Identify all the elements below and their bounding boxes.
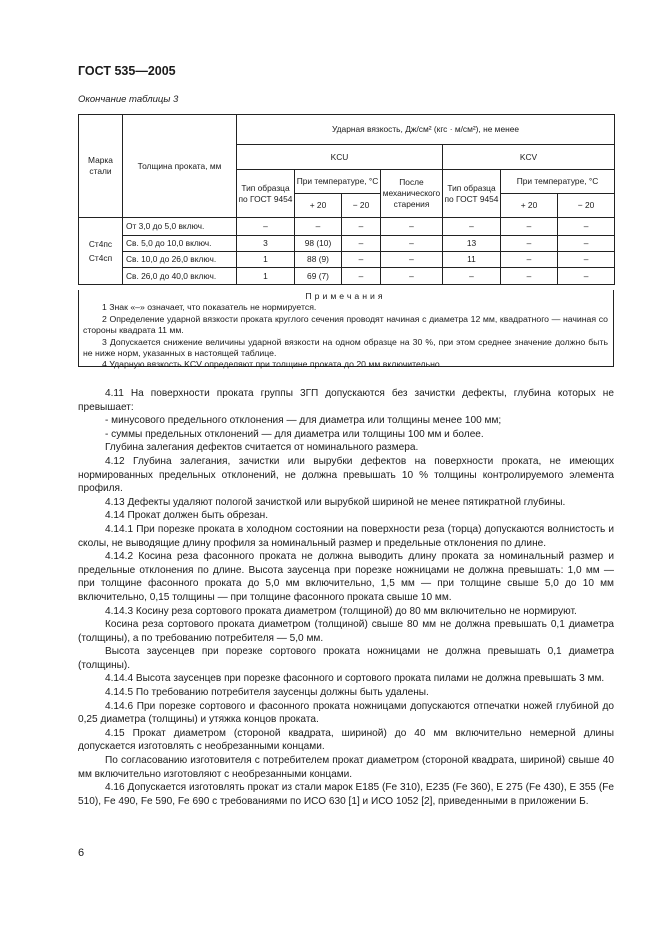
header-thickness: Толщина проката, мм — [123, 115, 237, 218]
grade-cell: Ст4пс Ст4сп — [79, 218, 123, 285]
header-impact: Ударная вязкость, Дж/см² (кгс · м/см²), не менее — [237, 115, 615, 145]
header-kcu: KCU — [237, 145, 443, 170]
kcu-type-cell: – — [237, 218, 295, 236]
table-notes — [78, 290, 614, 370]
kcu-type-cell: 1 — [237, 252, 295, 268]
notes-title: Примечания — [305, 291, 386, 301]
kcu-minus20-cell: – — [342, 268, 381, 285]
header-after-aging: После механического старения — [381, 170, 443, 218]
paragraph: - суммы предельных отклонений — для диаметра или толщины 100 мм и более. — [105, 428, 484, 440]
paragraph: 4.14.3 Косину реза сортового проката диаметром (толщиной) до 80 мм включительно не нормируют. — [105, 605, 577, 617]
kcu-type-cell: 3 — [237, 236, 295, 252]
document-body — [78, 387, 614, 808]
kcu-minus20-cell: – — [342, 252, 381, 268]
kcv-type-cell: 11 — [443, 252, 501, 268]
paragraph: Косина реза сортового проката диаметром (толщиной) свыше 80 мм не должна превышать 0,1 диаметра (толщины), а по требованию потребителя — 5,0 мм. — [78, 619, 614, 644]
aging-cell: – — [381, 236, 443, 252]
header-kcv-plus20: + 20 — [501, 194, 558, 218]
paragraph: По согласованию изготовителя с потребителем прокат диаметром (стороной квадрата, шириной) свыше 40 мм включительно изготовляют с необрезанными концами. — [78, 755, 614, 780]
header-kcv: KCV — [443, 145, 615, 170]
kcv-plus20-cell: – — [501, 252, 558, 268]
thickness-cell: Св. 10,0 до 26,0 включ. — [123, 252, 237, 268]
paragraph: 4.16 Допускается изготовлять прокат из стали марок Е185 (Fe 310), Е235 (Fe 360), Е 275 (Fe 430), Е 355 (Fe 510), Fe 490, Fe 590, Fe 690 с требованиями по ИСО 630 [1] и ИСО 1052 [2], приведенными в приложении Б. — [78, 782, 614, 807]
paragraph: 4.13 Дефекты удаляют пологой зачисткой или вырубкой шириной не менее пятикратной глубины. — [105, 496, 566, 508]
note-item: 4 Ударную вязкость KCV определяют при толщине проката до 20 мм включительно. — [102, 359, 443, 370]
paragraph: Высота заусенцев при порезке сортового проката ножницами не должна превышать 0,1 диаметра (толщины). — [78, 646, 614, 671]
header-grade: Марка стали — [79, 115, 123, 218]
header-kcv-minus20: − 20 — [558, 194, 615, 218]
paragraph: 4.14.1 При порезке проката в холодном состоянии на поверхности реза (торца) допускаются волнистость и сколы, не выводящие длину профиля за номинальный размер и предельные отклонения по длине. — [78, 523, 614, 549]
kcu-minus20-cell: – — [342, 218, 381, 236]
paragraph: 4.12 Глубина залегания, зачистки или вырубки дефектов на поверхности проката, не имеющих нормированных предельных отклонений, не должна превышать 10 % толщины контролируемого элемента профиля. — [78, 455, 614, 495]
header-kcu-plus20: + 20 — [295, 194, 342, 218]
table-row — [79, 252, 615, 268]
paragraph: 4.14.2 Косина реза фасонного проката не должна выводить длину проката за номинальный размер и предельные отклонения по длине. Высота заусенца при порезке ножницами не должна превышать: 1,0 мм — при толщине фасонного проката до 5,0 мм включительно, 1,5 мм — при толщине свыше 5,0 до 10 мм включительно, 0,15 толщины — при толщине фасонного проката свыше 10 мм. — [78, 551, 614, 603]
table-row — [79, 218, 615, 236]
table-caption: Окончание таблицы 3 — [78, 94, 179, 105]
note-item: 1 Знак «–» означает, что показатель не нормируется. — [102, 302, 317, 313]
aging-cell: – — [381, 218, 443, 236]
paragraph: 4.14.6 При порезке сортового и фасонного проката ножницами допускаются отпечатки ножей глубиной до 0,25 диаметра (толщины) и утяжка концов проката. — [78, 700, 614, 726]
paragraph: 4.14 Прокат должен быть обрезан. — [105, 510, 269, 522]
kcu-plus20-cell: 98 (10) — [295, 236, 342, 252]
kcu-plus20-cell: 69 (7) — [295, 268, 342, 285]
paragraph: 4.15 Прокат диаметром (стороной квадрата, шириной) до 40 мм включительно немерной длины допускается изготовлять с необрезанными концами. — [78, 727, 614, 753]
kcu-plus20-cell: – — [295, 218, 342, 236]
thickness-cell: От 3,0 до 5,0 включ. — [123, 218, 237, 236]
aging-cell: – — [381, 252, 443, 268]
header-kcu-sample-type: Тип образца по ГОСТ 9454 — [237, 170, 295, 218]
aging-cell: – — [381, 268, 443, 285]
kcv-minus20-cell: – — [558, 218, 615, 236]
header-kcv-sample-type: Тип образца по ГОСТ 9454 — [443, 170, 501, 218]
kcv-plus20-cell: – — [501, 268, 558, 285]
kcv-type-cell: 13 — [443, 236, 501, 252]
impact-table — [78, 114, 615, 285]
kcv-minus20-cell: – — [558, 236, 615, 252]
table-row — [79, 268, 615, 285]
thickness-cell: Св. 26,0 до 40,0 включ. — [123, 268, 237, 285]
paragraph: Глубина залегания дефектов считается от номинального размера. — [105, 442, 419, 454]
kcv-plus20-cell: – — [501, 218, 558, 236]
paragraph: - минусового предельного отклонения — для диаметра или толщины менее 100 мм; — [105, 415, 502, 427]
note-item: 3 Допускается снижение величины ударной вязкости на одном образце на 30 %, при этом среднее значение должно быть не ниже норм, указанных в настоящей таблице. — [83, 336, 608, 359]
kcu-type-cell: 1 — [237, 268, 295, 285]
paragraph: 4.14.4 Высота заусенцев при порезке фасонного и сортового проката пилами не должна превышать 3 мм. — [105, 673, 605, 685]
header-kcu-at-temp: При температуре, °С — [295, 170, 381, 194]
kcu-plus20-cell: 88 (9) — [295, 252, 342, 268]
document-header: ГОСТ 535—2005 — [78, 64, 176, 78]
table-row — [79, 236, 615, 252]
kcv-type-cell: – — [443, 218, 501, 236]
header-kcv-at-temp: При температуре, °С — [501, 170, 615, 194]
page-number: 6 — [78, 847, 85, 859]
paragraph: 4.11 На поверхности проката группы 3ГП допускаются без зачистки дефекты, глубина которых не превышает: — [78, 388, 614, 413]
kcv-minus20-cell: – — [558, 268, 615, 285]
kcv-minus20-cell: – — [558, 252, 615, 268]
kcv-plus20-cell: – — [501, 236, 558, 252]
kcu-minus20-cell: – — [342, 236, 381, 252]
thickness-cell: Св. 5,0 до 10,0 включ. — [123, 236, 237, 252]
paragraph: 4.14.5 По требованию потребителя заусенцы должны быть удалены. — [105, 687, 429, 699]
kcv-type-cell: – — [443, 268, 501, 285]
note-item: 2 Определение ударной вязкости проката круглого сечения проводят начиная с диаметра 12 мм, квадратного — начиная со стороны квадрата 11 мм. — [83, 313, 608, 336]
header-kcu-minus20: − 20 — [342, 194, 381, 218]
